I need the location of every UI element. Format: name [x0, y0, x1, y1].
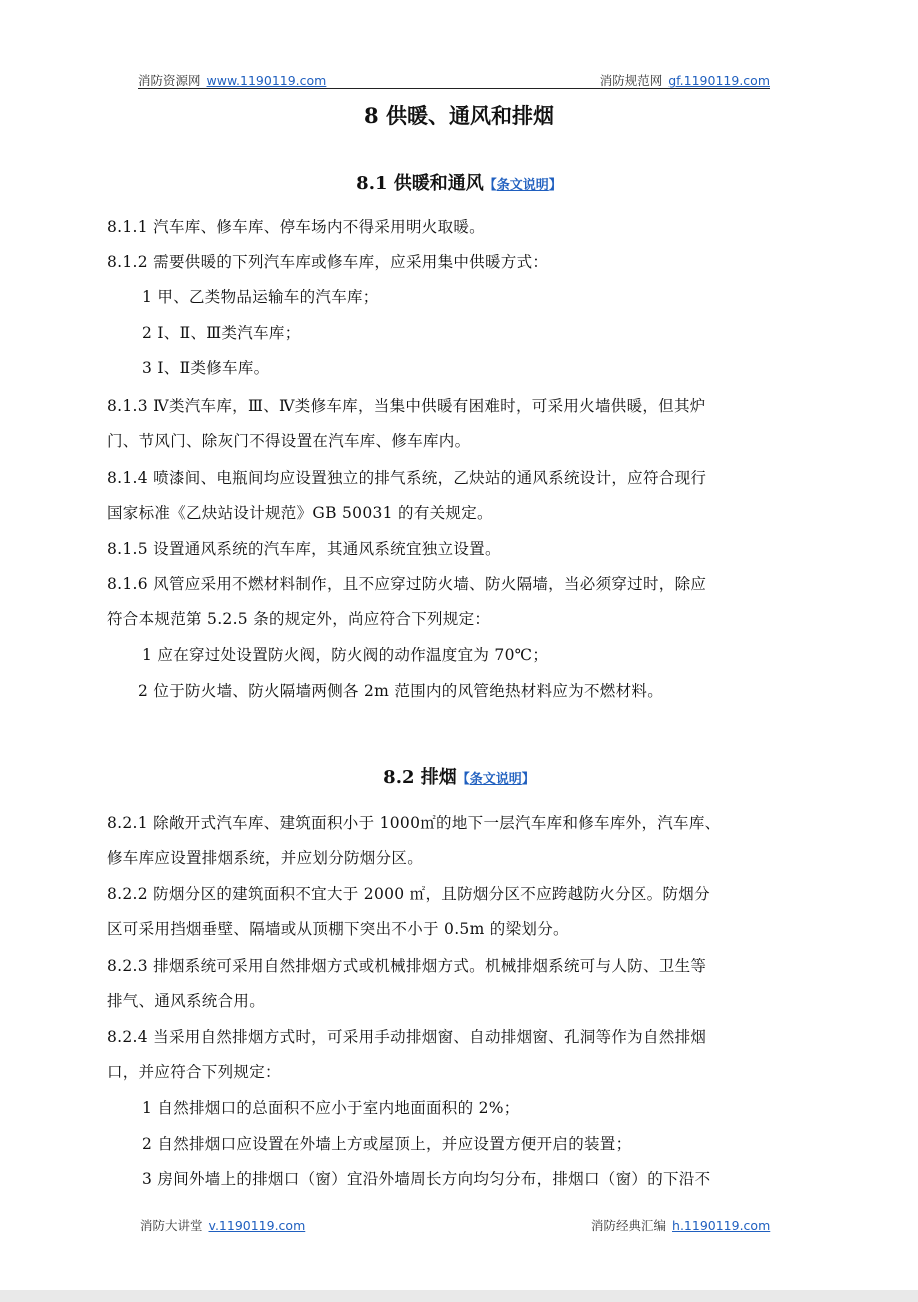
section-heading-text: 8.2 排烟 — [383, 767, 457, 788]
clause-item: 3 房间外墙上的排烟口（窗）宜沿外墙周长方向均匀分布，排烟口（窗）的下沿不 — [142, 1170, 711, 1188]
clause-8-1-3-cont: 门、节风门、除灰门不得设置在汽车库、修车库内。 — [107, 432, 471, 450]
section-8-2-heading — [0, 763, 918, 789]
header-right-link[interactable]: gf.1190119.com — [668, 73, 770, 88]
clause-8-2-3-cont: 排气、通风系统合用。 — [107, 992, 266, 1010]
header-right-label: 消防规范网 — [599, 73, 663, 88]
clause-item: 2 自然排烟口应设置在外墙上方或屋顶上，并应设置方便开启的装置； — [142, 1135, 632, 1153]
clause-8-1-6-cont: 符合本规范第 5.2.5 条的规定外，尚应符合下列规定： — [107, 610, 491, 628]
footer-left-label: 消防大讲堂 — [140, 1218, 203, 1233]
note-link-text[interactable]: 条文说明 — [496, 178, 549, 193]
footer-right — [591, 1216, 770, 1234]
header-left — [138, 71, 326, 89]
clause-item: 2 位于防火墙、防火隔墙两侧各 2m 范围内的风管绝热材料应为不燃材料。 — [138, 682, 664, 700]
chapter-title: 8 供暖、通风和排烟 — [364, 103, 554, 128]
header-left-link[interactable]: www.1190119.com — [206, 73, 327, 88]
header-left-label: 消防资源网 — [138, 73, 201, 88]
clause-8-1-5: 8.1.5 设置通风系统的汽车库，其通风系统宜独立设置。 — [107, 540, 501, 558]
footer-right-link[interactable]: h.1190119.com — [672, 1218, 771, 1233]
section-heading-text: 8.1 供暖和通风 — [356, 173, 484, 194]
clause-8-1-6: 8.1.6 风管应采用不燃材料制作，且不应穿过防火墙、防火隔墙，当必须穿过时，除应 — [107, 575, 707, 593]
clause-8-1-4-cont: 国家标准《乙炔站设计规范》GB 50031 的有关规定。 — [107, 504, 493, 522]
section-note-link[interactable]: 【条文说明】 — [456, 772, 535, 787]
clause-8-2-4: 8.2.4 当采用自然排烟方式时，可采用手动排烟窗、自动排烟窗、孔洞等作为自然排烟 — [107, 1028, 707, 1046]
header-right — [600, 71, 770, 89]
clause-8-2-3: 8.2.3 排烟系统可采用自然排烟方式或机械排烟方式。机械排烟系统可与人防、卫生等 — [107, 957, 707, 975]
clause-item: 1 自然排烟口的总面积不应小于室内地面面积的 2%； — [142, 1099, 520, 1117]
section-8-1-heading — [0, 169, 918, 195]
clause-8-2-1: 8.2.1 除敞开式汽车库、建筑面积小于 1000㎡的地下一层汽车库和修车库外，汽车库、 — [107, 814, 721, 832]
clause-item: 1 甲、乙类物品运输车的汽车库； — [142, 288, 379, 306]
footer-left — [140, 1216, 305, 1234]
footer-right-label: 消防经典汇编 — [591, 1218, 667, 1233]
clause-8-2-2-cont: 区可采用挡烟垂壁、隔墙或从顶棚下突出不小于 0.5m 的梁划分。 — [107, 920, 569, 938]
clause-item: 1 应在穿过处设置防火阀，防火阀的动作温度宜为 70℃； — [142, 646, 549, 664]
clause-item: 2 Ⅰ、Ⅱ、Ⅲ类汽车库； — [142, 324, 301, 342]
clause-8-2-1-cont: 修车库应设置排烟系统，并应划分防烟分区。 — [107, 849, 424, 867]
footer-left-link[interactable]: v.1190119.com — [208, 1218, 306, 1233]
clause-8-1-1: 8.1.1 汽车库、修车库、停车场内不得采用明火取暖。 — [107, 218, 485, 236]
clause-item: 3 Ⅰ、Ⅱ类修车库。 — [142, 359, 270, 377]
clause-8-1-4: 8.1.4 喷漆间、电瓶间均应设置独立的排气系统，乙炔站的通风系统设计，应符合现行 — [107, 469, 707, 487]
clause-8-1-2: 8.1.2 需要供暖的下列汽车库或修车库，应采用集中供暖方式： — [107, 253, 549, 271]
clause-8-1-3: 8.1.3 Ⅳ类汽车库，Ⅲ、Ⅳ类修车库，当集中供暖有困难时，可采用火墙供暖，但其炉 — [107, 397, 706, 415]
section-note-link[interactable]: 【条文说明】 — [483, 178, 562, 193]
page-header — [138, 70, 770, 89]
clause-8-2-2: 8.2.2 防烟分区的建筑面积不宜大于 2000 ㎡，且防烟分区不应跨越防火分区。防烟分 — [107, 885, 710, 903]
note-link-text[interactable]: 条文说明 — [469, 772, 522, 787]
clause-8-2-4-cont: 口，并应符合下列规定： — [107, 1063, 281, 1081]
